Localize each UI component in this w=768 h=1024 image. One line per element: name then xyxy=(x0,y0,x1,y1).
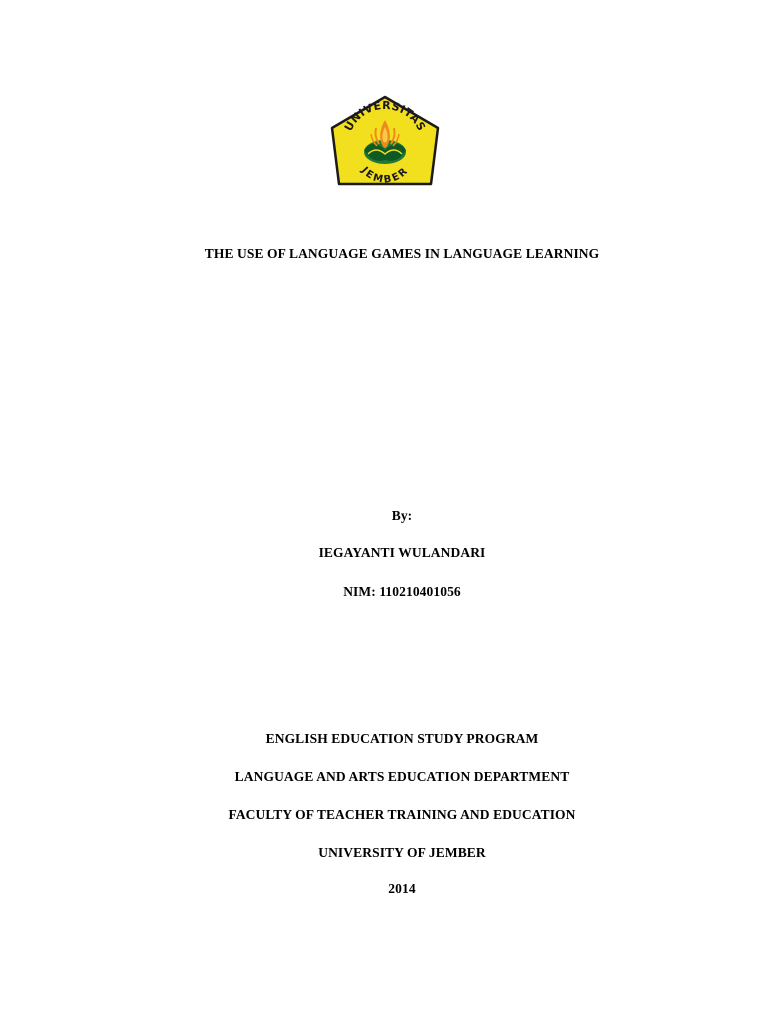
logo-top-text: UNIVERSITAS xyxy=(341,98,429,134)
department: LANGUAGE AND ARTS EDUCATION DEPARTMENT xyxy=(234,769,570,784)
study-program: ENGLISH EDUCATION STUDY PROGRAM xyxy=(265,731,539,746)
university-name: UNIVERSITY OF JEMBER xyxy=(318,845,486,860)
year: 2014 xyxy=(388,881,416,896)
logo-bottom-text: JEMBER xyxy=(358,165,412,186)
by-label: By: xyxy=(391,508,413,523)
student-id: NIM: 110210401056 xyxy=(343,584,461,599)
faculty: FACULTY OF TEACHER TRAINING AND EDUCATION xyxy=(228,807,576,822)
thesis-title: THE USE OF LANGUAGE GAMES IN LANGUAGE LEARNING xyxy=(204,246,600,261)
university-logo xyxy=(328,94,442,196)
author-name: IEGAYANTI WULANDARI xyxy=(318,545,486,560)
